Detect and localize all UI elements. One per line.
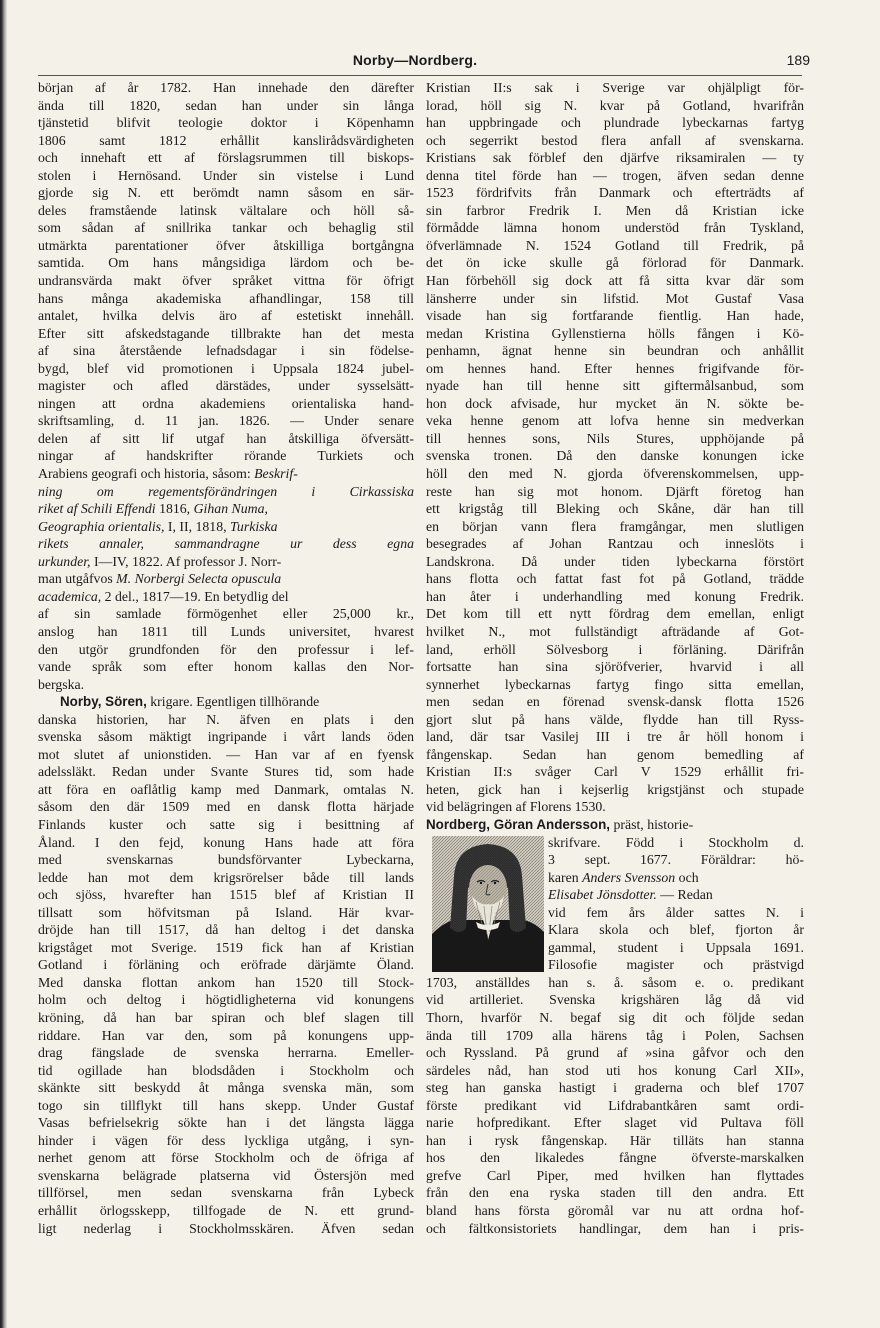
text-line: om hennes hand. Efter hennes frigifvande för- [426, 360, 804, 376]
text-line: land, där tsar Vasilej III i tre år höll honom i [426, 729, 804, 745]
text-line: riket af Schili Effendi 1816, Gihan Numa, [38, 501, 268, 517]
text-line: denna titel förde han — trogen, äfven sedan denne [426, 167, 804, 183]
text-line: hans flotta och fattat fast fot på Gotland, trädde [426, 571, 804, 587]
italic-title: Turkiska [230, 518, 278, 534]
text-line: hon dock afvisade, hur mycket än N. sökte be- [426, 395, 804, 411]
text-line: reste han sig mot honom. Djärft företog han [426, 483, 804, 499]
text-line: och Ryssland. På grund af »sina gåfvor och den [426, 1045, 804, 1061]
text-line: vid belägringen af Florens 1530. [426, 799, 606, 815]
text-line: land, erhöll Sölvesborg i förläning. Därifrån [426, 641, 804, 657]
text-line: veka henne genom att lofva henne sin medverkan [426, 413, 804, 429]
text-line: 1703, anställdes han s. å. såsom e. o. predikant [426, 974, 804, 990]
text-line: och fältkonsistoriets handlingar, dem han i pris- [426, 1220, 804, 1236]
text-line: gjorde sig N. ett berömdt namn såsom en sär- [38, 185, 414, 201]
text-line: till hennes sons, Nils Stures, upphöjande på [426, 430, 804, 446]
text-line: bygd, blef vid promotionen i Uppsala 1824 jubel- [38, 360, 414, 376]
text-line: af sina återstående lefnadsdagar i sin födelse- [38, 343, 414, 359]
italic-title: Geographia orientalis, [38, 518, 165, 534]
portrait-engraving [432, 836, 544, 972]
text-line: hvilket N., mot fullständigt afträdande af Got- [426, 623, 804, 639]
text-line: fångenskap. Sedan han genom bemedling af [426, 746, 804, 762]
text-line: magister och afled därstädes, under sysselsätt- [38, 378, 414, 394]
text-segment: och [675, 869, 699, 885]
text-line: vid artilleriet. Svenska krigshären låg då vid [426, 992, 804, 1008]
text-line: han i rysk fångenskap. Här tilläts han stanna [426, 1132, 804, 1148]
text-line: visade han sig fortfarande fientlig. Han hade, [426, 308, 804, 324]
text-line: såsom den där 1509 med en dansk flotta härjade [38, 799, 414, 815]
italic-title: Gihan Numa, [193, 501, 268, 517]
text-line: tillförsel, men sedan svenskarna från Lybeck [38, 1185, 414, 1201]
text-line: adelssläkt. Redan under Svante Stures tid, som hade [38, 764, 414, 780]
text-line: ett krigståg till Bleking och Skåne, där han till [426, 501, 804, 517]
text-line: skriftsamling, d. 11 jan. 1826. — Under senare [38, 413, 414, 429]
text-line: synnerhet lybeckarnas fartyg fingo sitta emellan, [426, 676, 804, 692]
text-line: Thorn, hvarför N. begaf sig dit och följde sedan [426, 1009, 804, 1025]
text-line: Det kom till ett nytt fördrag dem emellan, enligt [426, 606, 804, 622]
text-line: Han förbehöll sig dock att få sitta kvar där som [426, 273, 804, 289]
italic-name: Elisabet Jönsdotter. [548, 887, 657, 903]
text-line: antalet, hvilka delvis äro af estetiskt innehåll. [38, 308, 414, 324]
text-line: ända till 1820, sedan han under sin långa [38, 97, 414, 113]
text-line: särdeles nåd, han stod uti hos konung Carl XII», [426, 1062, 804, 1078]
text-line [548, 869, 804, 887]
text-line: lorad, höll sig N. kvar på Gotland, hvarifrån [426, 97, 804, 113]
text-line: steg han ganska hastigt i graderna och blef 1707 [426, 1080, 804, 1096]
text-line: vid fem års ålder sattes N. i [548, 904, 804, 920]
italic-name: Anders Svensson [582, 869, 676, 885]
text-segment: karen [548, 869, 583, 885]
italic-title: Beskrif- [254, 466, 298, 482]
text-line: och innehaft ett af förslagsrummen till biskops- [38, 150, 414, 166]
italic-title: urkunder, [38, 553, 91, 569]
italic-title: riket af Schili Effendi [38, 501, 156, 517]
text-line: man utgåfvos M. Norbergi Selecta opuscula [38, 571, 282, 587]
text-line [548, 886, 804, 904]
text-line: tillsatt som höfvitsman på Island. Här kvar- [38, 904, 414, 920]
text-line: 1806 samt 1812 erhållit kanslirådsvärdigheten [38, 132, 414, 148]
entry-name-nordberg: Nordberg, Göran Andersson, [426, 816, 611, 832]
text-line: ledde han mot dem krigsrörelser både till lands [38, 869, 414, 885]
text-line [38, 535, 414, 553]
text-line [38, 465, 414, 483]
text-line: Gotland i förläning och eröfrade därjämte Öland. [38, 957, 414, 973]
text-line: medan Kristina Gyllenstierna hölls fången i Kö- [426, 325, 804, 341]
text-line: svenskarna belägrade platserna vid Östersjön med [38, 1167, 414, 1183]
text-line: kröning, då han bar spiran och blef slagen till [38, 1009, 414, 1025]
text-line: utmärkta parentationer öfver åtskilliga bortgångna [38, 237, 414, 253]
text-line: början af år 1782. Han innehade den därefter [38, 80, 414, 95]
text-segment: krigare. Egentligen tillhörande [146, 694, 320, 710]
text-line: gjort slut på hans välde, flydde han till Ryss- [426, 711, 804, 727]
text-line: besegrades af Johan Rantzau och inneslöts i [426, 536, 804, 552]
text-line: undransvärda makt öfver språket vittna för öfrigt [38, 273, 414, 289]
text-line: Med danska flottan ankom han 1520 till Stock- [38, 974, 414, 990]
text-line: svenska tronen. Då den danske konungen icke [426, 448, 804, 464]
text-line: hinder i vägen för dess lyckliga utgång, i syn- [38, 1132, 414, 1148]
text-segment: präst, historie- [610, 816, 694, 832]
page-header [30, 52, 810, 74]
text-line: hos den likaledes fångne öfverste-marskalken [426, 1150, 804, 1166]
text-line: mot slutet af unionstiden. — Han var af en fyensk [38, 746, 414, 762]
text-line: Efter sitt afskedstagande tillbrakte han det mesta [38, 325, 414, 341]
entry-name-norby: Norby, Sören, [60, 694, 147, 710]
text-line: erhållit örlogsskepp, tillfogade de N. ett grund- [38, 1203, 414, 1218]
text-line: men sedan en förenad svensk-dansk flotta 1526 [426, 694, 804, 710]
left-column [38, 79, 414, 1237]
text-line: länsherre under sin lifstid. Mot Gustaf Vasa [426, 290, 804, 306]
text-line: och sjöss, hvarefter han 1515 blef af Kristian II [38, 887, 414, 903]
text-line: anslog han 1811 till Lunds universitet, hvarest [38, 623, 414, 639]
page-number: 189 [786, 52, 810, 68]
text-segment: — Redan [656, 887, 713, 903]
text-line: fortsatte han sina sjöröfverier, hvarvid i all [426, 659, 804, 675]
text-line: Geographia orientalis, I, II, 1818, Turkiska [38, 518, 278, 534]
italic-title: academica, [38, 588, 102, 604]
text-line: grefve Carl Piper, med hvilken han flyttades [426, 1167, 804, 1183]
text-line: af sin samlade förmögenhet eller 25,000 kr., [38, 606, 414, 622]
text-line: Kristians sak förblef den djärfve riksamiralen — ty [426, 150, 804, 166]
italic-title: M. Norbergi Selecta opuscula [116, 571, 282, 587]
text-line: öfverlämnade N. 1524 Gotland till Fredrik, på [426, 237, 804, 253]
text-line: skrifvare. Född i Stockholm d. [548, 834, 804, 850]
text-line: togo sin tillflykt till hans skepp. Under Gustaf [38, 1097, 414, 1113]
text-line: heten, gick han i kejserlig krigstjänst och stupade [426, 781, 804, 797]
text-line: Kristian II:s sak i Sverige var ohjälpligt för- [426, 80, 804, 95]
text-line: som sådan af snillrika tankar och behaglig stil [38, 220, 414, 236]
text-line: en början vann flera framgångar, men slutligen [426, 518, 804, 534]
text-line [38, 693, 414, 711]
text-line: samtida. Om hans mångsidiga lärdom och be- [38, 255, 414, 271]
text-line: krigståget mot Sverige. 1519 fick han af Kristian [38, 939, 414, 955]
text-line: Vasas befrielsekrig sökte han i det längsta lägga [38, 1115, 414, 1131]
text-line: tid ogillade han blodsdåden i Stockholm och [38, 1062, 414, 1078]
text-line: ligt nederlag i Stockholmsskären. Äfven sedan [38, 1220, 414, 1236]
text-line: ningen att ordna akademiens orientaliska hand- [38, 395, 414, 411]
text-line: deles framstående latinsk vältalare och höll så- [38, 202, 414, 218]
text-line: holm och deltog i högtidligheterna vid konungens [38, 992, 414, 1008]
text-line: skänkte sitt beskydd åt många svenska män, som [38, 1080, 414, 1096]
text-line: bergska. [38, 676, 85, 692]
text-line: det ön icke skulle gå förlorad för Danmark. [426, 255, 804, 271]
text-line: nerhet genom att förse Stockholm och de öfriga af [38, 1150, 414, 1166]
text-line: gammal, student i Uppsala 1691. [548, 939, 804, 955]
text-line: danska historien, har N. äfven en plats i den [38, 711, 414, 727]
text-line: den utgör grundfonden för den professur i lef- [38, 641, 414, 657]
right-column [426, 79, 804, 1237]
text-line: urkunder, I—IV, 1822. Af professor J. Norr- [38, 553, 282, 569]
text-line: bland hans första göromål var nu att ordna hof- [426, 1203, 804, 1218]
text-line: höll den med N. gjorda öfverenskommelsen, upp- [426, 466, 804, 482]
text-line: vande språk som efter honom kallas den Nor- [38, 659, 414, 675]
text-line: hans många akademiska afhandlingar, 158 till [38, 290, 414, 306]
text-line: 1523 fördrifvits från Danmark och efterträdts af [426, 185, 804, 201]
text-line: förste predikant vid Lifdrabantkåren samt ordi- [426, 1097, 804, 1113]
text-line: dröjde han till 1517, då han deltog i det danska [38, 922, 414, 938]
running-head: Norby—Nordberg. [352, 52, 478, 68]
text-segment: Arabiens geografi och historia, såsom: [38, 466, 255, 482]
italic-title: ning om regementsförändringen i Cirkassiska [38, 483, 414, 499]
text-line: delen af sitt lif utgaf han åtskilliga öfversätt- [38, 430, 414, 446]
text-line: Kristian II:s svåger Carl V 1529 erhållit fri- [426, 764, 804, 780]
text-line: att föra en oaflåtlig kamp med Danmark, omtalas N. [38, 781, 414, 797]
text-line: ända till 1709 alla härens tåg i Polen, Sachsen [426, 1027, 804, 1043]
portrait-image [432, 836, 544, 972]
text-line: drag fängslade de svenska herrarna. Emeller- [38, 1045, 414, 1061]
text-line: riddare. Han var den, som på konungens upp- [38, 1027, 414, 1043]
text-line: penhamn, ägnat henne sin beundran och anhållit [426, 343, 804, 359]
text-line: han uppbringade och plundrade lybeckarnas fartyg [426, 115, 804, 131]
text-line: och segerrikt bestod flera anfall af svenskarna. [426, 132, 804, 148]
text-line: sin farbror Fredrik I. Men då Kristian icke [426, 202, 804, 218]
italic-title: rikets annaler, sammandragne ur dess egna [38, 536, 414, 552]
text-line: Åland. I den fejd, konung Hans hade att föra [38, 834, 414, 850]
text-line: ningar af handskrifter rörande Turkiets och [38, 448, 414, 464]
text-line: nyade han till henne sitt giftermålsanbud, som [426, 378, 804, 394]
text-line: förmådde lämna honom understöd från Tyskland, [426, 220, 804, 236]
text-line: Finlands kuster och satte sig i besittning af [38, 816, 414, 832]
scan-edge [0, 0, 7, 1328]
text-line: från den ena ryska staden till den andra. Ett [426, 1185, 804, 1201]
text-line: stolen i Hernösand. Under sin vistelse i Lund [38, 167, 414, 183]
text-line: narie hofpredikant. Efter slaget vid Pultava föll [426, 1115, 804, 1131]
text-line: Klara skola och blef, fjorton år [548, 922, 804, 938]
text-line [426, 816, 804, 834]
text-line: Landskrona. Då under tiden lybeckarna förstört [426, 553, 804, 569]
text-line: med svenskarnas bundsförvanter Lybeckarna, [38, 852, 414, 868]
text-line: svenska såsom mäktigt ingripande i vårt lands öden [38, 729, 414, 745]
text-line: academica, 2 del., 1817—19. En betydlig del [38, 588, 289, 604]
text-line: han åter i underhandling med konung Fredrik. [426, 588, 804, 604]
text-line: Filosofie magister och prästvigd [548, 957, 804, 973]
text-line: tjänstetid blifvit teologie doktor i Köpenhamn [38, 115, 414, 131]
text-line [38, 483, 414, 501]
header-rule [38, 75, 802, 76]
text-line: 3 sept. 1677. Föräldrar: hö- [548, 852, 804, 868]
